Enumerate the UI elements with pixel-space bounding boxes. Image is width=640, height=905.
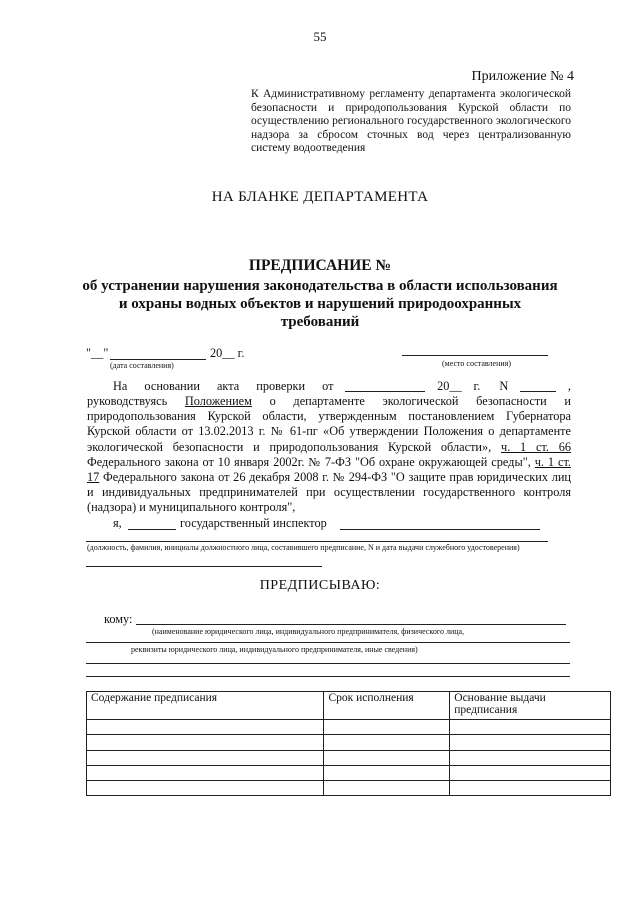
inspector-name-line <box>128 529 176 530</box>
table-cell <box>324 720 450 735</box>
recipient-caption-1: (наименование юридического лица, индивидуального предпринимателя, физического лица, <box>152 627 465 636</box>
basis-line-1 <box>113 379 571 394</box>
recipient-label: кому: <box>104 612 133 626</box>
table-cell <box>324 750 450 765</box>
basis-text-b: руководствуясь <box>87 394 168 408</box>
act-number-label: г. N <box>473 379 509 393</box>
page-number: 55 <box>313 29 327 44</box>
table-cell <box>324 781 450 796</box>
date-month-line <box>110 359 206 360</box>
inspector-caption: (должность, фамилия, инициалы должностного лица, составившего предписание, N и дата выдачи служебного удостоверения) <box>87 543 520 552</box>
date-day: "__" <box>86 346 109 360</box>
date-caption: (дата составления) <box>110 361 174 370</box>
table-row <box>87 750 611 765</box>
table-row <box>87 765 611 780</box>
place-line <box>402 355 548 356</box>
place-caption: (место составления) <box>442 359 511 368</box>
document-subtitle: об устранении нарушения законодательства в области использования и охраны водных объектов и нарушений природоохранных требований <box>82 278 558 330</box>
document-title: ПРЕДПИСАНИЕ № <box>248 257 392 274</box>
basis-text-d: Федерального закона от 10 января 2002г. № 7-ФЗ "Об охране окружающей среды", <box>87 454 531 469</box>
inspector-prefix: я, <box>113 516 122 530</box>
recipient-caption-2: реквизиты юридического лица, индивидуального предпринимателя, иные сведения) <box>131 645 418 654</box>
recipient-line-1 <box>136 624 566 625</box>
recipient-line-2 <box>86 642 570 643</box>
table-row <box>87 781 611 796</box>
inspector-label: государственный инспектор <box>180 516 327 530</box>
header-deadline: Срок исполнения <box>324 692 450 720</box>
act-year: 20__ <box>437 379 462 393</box>
table-cell <box>450 781 611 796</box>
prescription-table <box>86 691 611 796</box>
table-cell <box>87 735 324 750</box>
table-row <box>87 735 611 750</box>
table-header-row <box>87 692 611 720</box>
appendix-text: К Административному регламенту департамента экологической безопасности и природопользования Курской области по осуществлению регионального государственного экологического надзора за сбросом сточных вод через централизованную систему водоотведения <box>251 88 571 154</box>
basis-text-a: На основании акта проверки от <box>113 379 334 393</box>
table-cell <box>87 781 324 796</box>
act-number-line <box>520 379 556 392</box>
table-cell <box>450 720 611 735</box>
table-cell <box>87 720 324 735</box>
inspector-details-line <box>86 541 548 542</box>
table-cell <box>87 765 324 780</box>
law-article-link-2[interactable]: ч. 1 ст. 17 <box>87 454 571 485</box>
table-cell <box>450 750 611 765</box>
basis-text-e: Федерального закона от 26 декабря 2008 г. № 294-ФЗ "О защите прав юридических лиц и индивидуальных предпринимателей при осуществлении государственного контроля (надзора) и муниципального контроля", <box>87 470 571 515</box>
table-cell <box>450 765 611 780</box>
comma: , <box>567 379 571 393</box>
basis-paragraph <box>87 394 571 516</box>
regulation-link[interactable]: Положением <box>184 394 252 408</box>
letterhead-note: НА БЛАНКЕ ДЕПАРТАМЕНТА <box>211 189 429 205</box>
inspector-extra-line <box>86 566 322 567</box>
law-article-link-1[interactable]: ч. 1 ст. 66 <box>501 439 571 454</box>
act-date-line <box>345 379 425 392</box>
header-basis: Основание выдачи предписания <box>450 692 611 720</box>
prescribe-heading: ПРЕДПИСЫВАЮ: <box>259 578 381 593</box>
date-year: 20__ г. <box>210 346 245 360</box>
table-cell <box>324 735 450 750</box>
basis-text-c: о департаменте экологической безопасности и природопользования Курской области, утвержденным постановлением Губернатора Курской области от 13.02.2013 г. № 61-пг «Об утверждении Положения о департаменте экологической безопасности и природопользования Курской области», <box>87 394 572 454</box>
table-cell <box>450 735 611 750</box>
table-cell <box>324 765 450 780</box>
inspector-position-line <box>340 529 540 530</box>
appendix-title: Приложение № 4 <box>471 69 574 84</box>
table-row <box>87 720 611 735</box>
table-cell <box>87 750 324 765</box>
recipient-line-3 <box>86 663 570 664</box>
recipient-line-4 <box>86 676 570 677</box>
header-content: Содержание предписания <box>87 692 324 720</box>
